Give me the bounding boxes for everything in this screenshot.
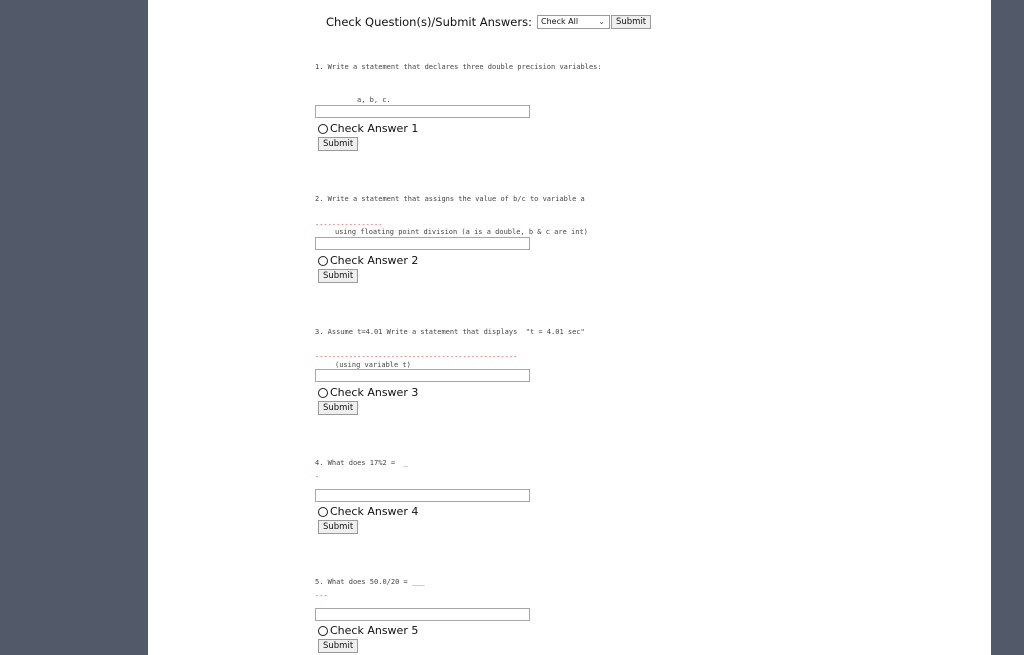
submit-button-4[interactable]: Submit [318,520,358,534]
answer-hint-4: - [315,473,320,481]
question-2-text-cont: using floating point division (a is a double, b & c are int) [335,228,588,236]
check-mode-select-value: Check All [540,17,579,26]
answer-input-4[interactable] [315,489,530,502]
check-answer-4[interactable] [318,505,418,518]
check-answer-5[interactable] [318,624,418,637]
question-4-text: What does 17%2 = _ [327,459,408,467]
check-answer-1[interactable] [318,122,418,135]
answer-input-1[interactable] [315,105,530,118]
check-answer-3-radio[interactable] [318,388,328,398]
submit-button-1[interactable]: Submit [318,137,358,151]
question-3-text: Assume t=4.01 Write a statement that displays "t = 4.01 sec" [327,328,585,336]
check-answer-1-label: Check Answer 1 [330,122,419,135]
answer-input-5[interactable] [315,608,530,621]
question-3-number: 3. [315,328,324,336]
check-answer-3-label: Check Answer 3 [330,386,419,399]
check-mode-select[interactable] [537,15,610,29]
check-answer-2-radio[interactable] [318,256,328,266]
check-answer-3[interactable] [318,386,418,399]
check-answer-2-label: Check Answer 2 [330,254,419,267]
answer-hint-3: ------------------------------------------------ [315,353,518,361]
question-3-text-cont: (using variable t) [335,361,411,369]
answer-input-3[interactable] [315,369,530,382]
submit-button-5[interactable]: Submit [318,639,358,653]
chevron-down-icon: ⌄ [598,17,605,26]
check-submit-bar [326,15,651,29]
question-2-number: 2. [315,195,324,203]
question-5-text: What does 50.0/20 = ___ [327,578,425,586]
question-1-text-cont: a, b, c. [357,96,391,104]
question-5 [315,555,425,610]
check-answer-4-radio[interactable] [318,507,328,517]
check-answer-5-label: Check Answer 5 [330,624,419,637]
check-answer-5-radio[interactable] [318,626,328,636]
question-4-number: 4. [315,459,324,467]
check-answer-4-label: Check Answer 4 [330,505,419,518]
submit-button-3[interactable]: Submit [318,401,358,415]
check-submit-label: Check Question(s)/Submit Answers: [326,15,532,29]
worksheet-page [148,0,991,655]
submit-all-button[interactable]: Submit [611,15,651,29]
answer-input-2[interactable] [315,237,530,250]
question-5-number: 5. [315,578,324,586]
check-answer-1-radio[interactable] [318,124,328,134]
answer-hint-2: ---------------- [315,221,383,229]
question-1-number: 1. [315,63,324,71]
check-answer-2[interactable] [318,254,418,267]
question-4 [315,436,408,491]
question-1-text: Write a statement that declares three double precision variables: [327,63,602,71]
question-2-text: Write a statement that assigns the value of b/c to variable a [327,195,585,203]
submit-button-2[interactable]: Submit [318,269,358,283]
answer-hint-5: --- [315,592,328,600]
